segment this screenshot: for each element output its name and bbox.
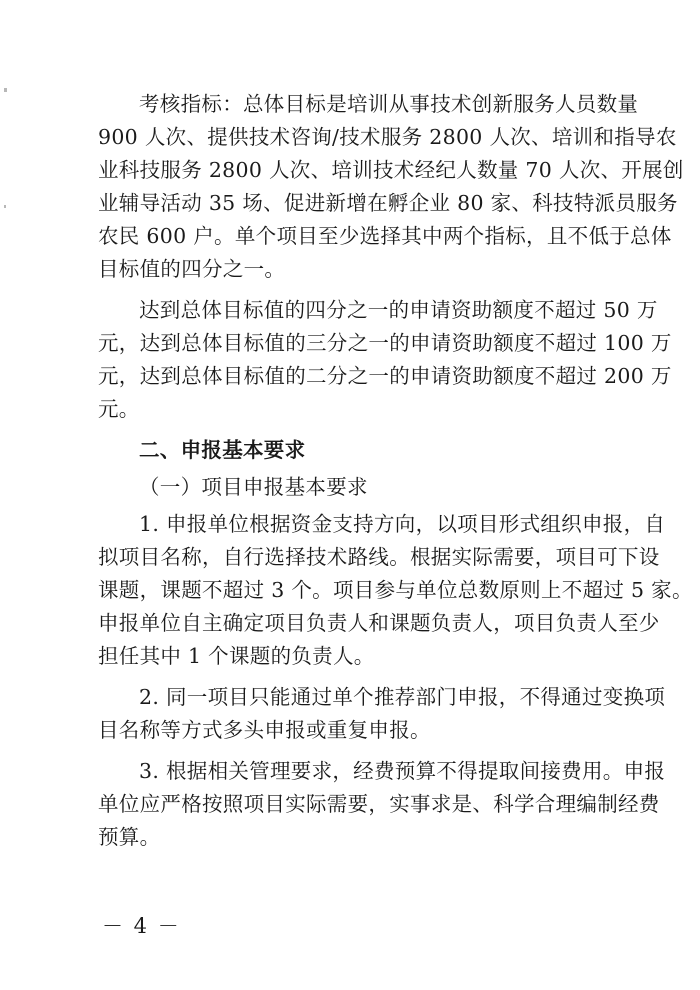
text-line: 元。 [98, 397, 140, 421]
text-line: 目名称等方式多头申报或重复申报。 [98, 718, 431, 742]
text-line: 农民 600 户。单个项目至少选择其中两个指标，且不低于总体 [98, 224, 672, 248]
text-line: 课题，课题不超过 3 个。项目参与单位总数原则上不超过 5 家。 [98, 578, 693, 602]
text-line: 达到总体目标值的四分之一的申请资助额度不超过 50 万 [139, 298, 658, 322]
paragraph-funding-limits [98, 294, 672, 426]
text-line: 2. 同一项目只能通过单个推荐部门申报，不得通过变换项 [139, 685, 666, 709]
scan-artifact [4, 205, 6, 208]
text-line: 考核指标：总体目标是培训从事技术创新服务人员数量 [139, 92, 639, 116]
text-line: 单位应严格按照项目实际需要，实事求是、科学合理编制经费 [98, 792, 660, 816]
document-body [98, 88, 693, 854]
paragraph-requirement-2 [98, 681, 666, 747]
section-heading: 二、申报基本要求 [139, 438, 306, 462]
text-line: 900 人次、提供技术咨询/技术服务 2800 人次、培训和指导农 [98, 125, 677, 149]
text-line: 拟项目名称，自行选择技术路线。根据实际需要，项目可下设 [98, 545, 660, 569]
scan-artifact [4, 88, 7, 92]
subsection-heading: （一）项目申报基本要求 [139, 475, 368, 499]
paragraph-assessment-indicators [98, 88, 684, 286]
text-line: 业科技服务 2800 人次、培训技术经纪人数量 70 人次、开展创 [98, 158, 684, 182]
text-line: 元，达到总体目标值的二分之一的申请资助额度不超过 200 万 [98, 364, 672, 388]
text-line: 元，达到总体目标值的三分之一的申请资助额度不超过 100 万 [98, 331, 672, 355]
text-line: 预算。 [98, 825, 161, 849]
text-line: 目标值的四分之一。 [98, 257, 286, 281]
text-line: 业辅导活动 35 场、促进新增在孵企业 80 家、科技特派员服务 [98, 191, 678, 215]
text-line: 担任其中 1 个课题的负责人。 [98, 644, 375, 668]
page-number: － 4 － [102, 914, 181, 938]
text-line: 申报单位自主确定项目负责人和课题负责人，项目负责人至少 [98, 611, 660, 635]
text-line: 3. 根据相关管理要求，经费预算不得提取间接费用。申报 [139, 759, 666, 783]
text-line: 1. 申报单位根据资金支持方向，以项目形式组织申报，自 [139, 512, 666, 536]
paragraph-requirement-1 [98, 508, 693, 673]
paragraph-requirement-3 [98, 755, 666, 854]
